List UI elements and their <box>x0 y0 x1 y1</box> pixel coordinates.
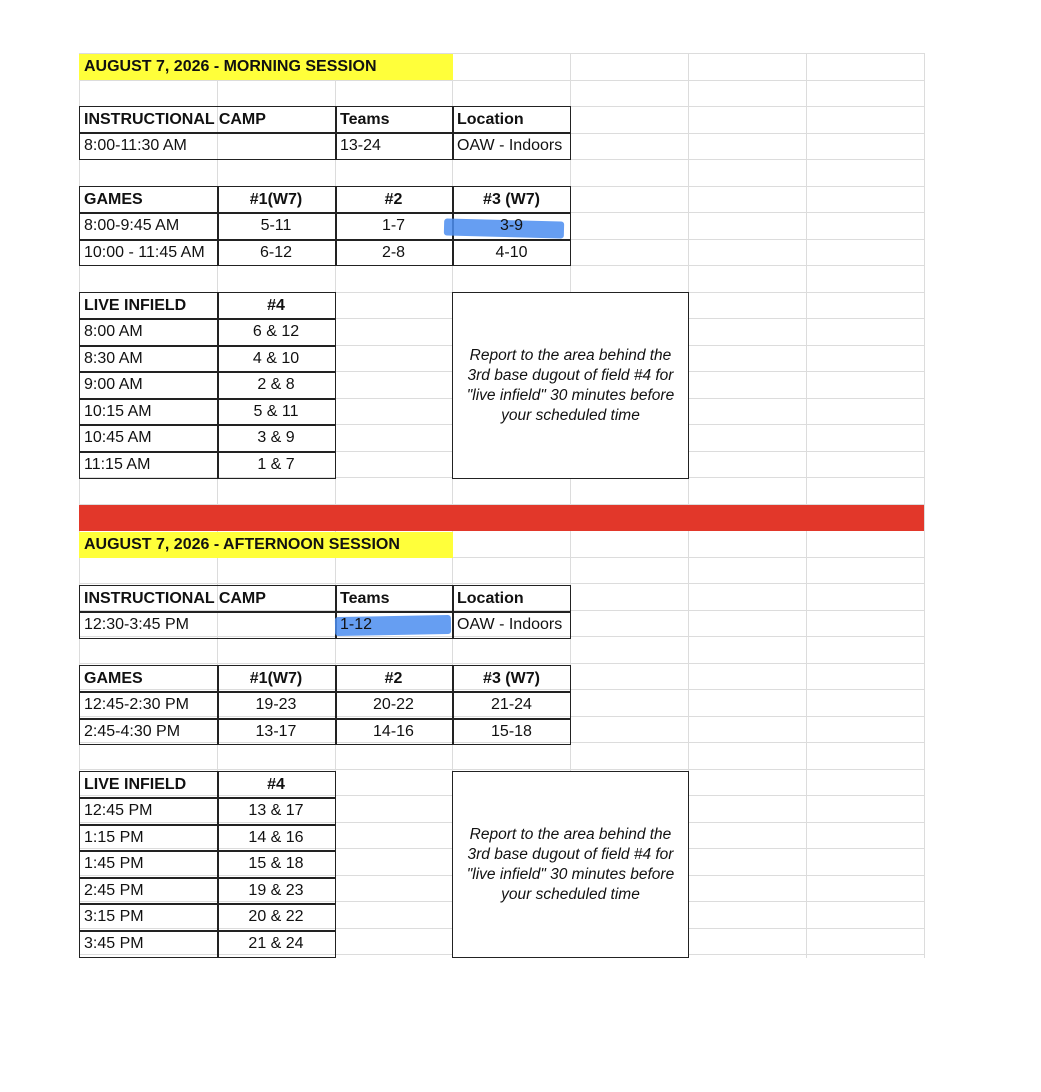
field3-header[interactable]: #3 (W7) <box>483 670 540 687</box>
infield-header[interactable]: LIVE INFIELD <box>84 297 187 314</box>
infield-time[interactable]: 8:00 AM <box>84 323 143 340</box>
camp-teams-highlighted[interactable]: 1-12 <box>340 616 373 633</box>
infield-time[interactable]: 1:45 PM <box>84 855 144 872</box>
camp-location[interactable]: OAW - Indoors <box>457 616 563 633</box>
note-line: Report to the area behind the <box>469 825 672 843</box>
location-header[interactable]: Location <box>457 111 524 128</box>
infield-time[interactable]: 1:15 PM <box>84 829 144 846</box>
infield-time[interactable]: 9:00 AM <box>84 376 143 393</box>
infield-teams[interactable]: 3 & 9 <box>257 429 295 446</box>
game-matchup[interactable]: 5-11 <box>260 217 292 234</box>
game-time[interactable]: 8:00-9:45 AM <box>84 217 180 234</box>
game-matchup-highlighted[interactable]: 3-9 <box>499 217 524 234</box>
infield-teams[interactable]: 4 & 10 <box>252 350 300 367</box>
game-matchup[interactable]: 4-10 <box>495 244 528 261</box>
afternoon-session-header[interactable]: AUGUST 7, 2026 - AFTERNOON SESSION <box>79 532 453 558</box>
camp-teams[interactable]: 13-24 <box>340 137 381 154</box>
field4-header[interactable]: #4 <box>267 297 285 314</box>
camp-time[interactable]: 12:30-3:45 PM <box>84 616 189 633</box>
infield-time[interactable]: 8:30 AM <box>84 350 143 367</box>
teams-header[interactable]: Teams <box>340 111 390 128</box>
field1-header[interactable]: #1(W7) <box>249 191 303 208</box>
note-line: "live infield" 30 minutes before <box>466 386 675 404</box>
camp-header[interactable]: INSTRUCTIONAL CAMP <box>84 111 266 128</box>
infield-teams[interactable]: 1 & 7 <box>257 456 295 473</box>
infield-teams[interactable]: 5 & 11 <box>253 403 299 420</box>
infield-teams[interactable]: 21 & 24 <box>248 935 304 952</box>
game-time[interactable]: 12:45-2:30 PM <box>84 696 189 713</box>
infield-teams[interactable]: 14 & 16 <box>248 829 304 846</box>
field4-header[interactable]: #4 <box>267 776 285 793</box>
infield-time[interactable]: 10:15 AM <box>84 403 152 420</box>
field2-header[interactable]: #2 <box>384 670 403 687</box>
game-matchup[interactable]: 6-12 <box>259 244 293 261</box>
game-matchup[interactable]: 19-23 <box>255 696 297 713</box>
camp-location[interactable]: OAW - Indoors <box>457 137 563 154</box>
infield-header[interactable]: LIVE INFIELD <box>84 776 187 793</box>
gridline <box>79 663 924 664</box>
note-line: Report to the area behind the <box>469 346 672 364</box>
infield-time[interactable]: 10:45 AM <box>84 429 152 446</box>
teams-header[interactable]: Teams <box>340 590 390 607</box>
game-matchup[interactable]: 21-24 <box>491 696 532 713</box>
afternoon-infield-note[interactable] <box>452 771 689 958</box>
morning-infield-note[interactable] <box>452 292 689 479</box>
infield-teams[interactable]: 6 & 12 <box>252 323 300 340</box>
gridline <box>79 769 924 770</box>
games-header[interactable]: GAMES <box>84 191 143 208</box>
camp-time[interactable]: 8:00-11:30 AM <box>84 137 187 154</box>
field2-header[interactable]: #2 <box>384 191 403 208</box>
games-header[interactable]: GAMES <box>84 670 143 687</box>
note-line: 3rd base dugout of field #4 for <box>467 366 674 384</box>
game-matchup[interactable]: 14-16 <box>373 723 414 740</box>
infield-teams[interactable]: 19 & 23 <box>248 882 304 899</box>
game-time[interactable]: 10:00 - 11:45 AM <box>84 244 205 261</box>
game-matchup[interactable]: 20-22 <box>373 696 414 713</box>
session-divider <box>79 505 924 531</box>
infield-teams[interactable]: 13 & 17 <box>248 802 304 819</box>
infield-teams[interactable]: 20 & 22 <box>248 908 304 925</box>
infield-time[interactable]: 3:15 PM <box>84 908 144 925</box>
note-line: "live infield" 30 minutes before <box>466 865 675 883</box>
infield-time[interactable]: 3:45 PM <box>84 935 144 952</box>
field3-header[interactable]: #3 (W7) <box>483 191 540 208</box>
infield-teams[interactable]: 2 & 8 <box>257 376 295 393</box>
gridline <box>79 583 924 584</box>
infield-time[interactable]: 12:45 PM <box>84 802 153 819</box>
infield-time[interactable]: 2:45 PM <box>84 882 144 899</box>
morning-session-header[interactable]: AUGUST 7, 2026 - MORNING SESSION <box>79 54 453 80</box>
note-line: your scheduled time <box>501 406 640 424</box>
camp-header[interactable]: INSTRUCTIONAL CAMP <box>84 590 266 607</box>
note-line: 3rd base dugout of field #4 for <box>467 845 674 863</box>
game-matchup[interactable]: 1-7 <box>381 217 406 234</box>
game-matchup[interactable]: 15-18 <box>491 723 532 740</box>
infield-time[interactable]: 11:15 AM <box>84 456 151 473</box>
field1-header[interactable]: #1(W7) <box>249 670 303 687</box>
gridline <box>924 53 925 958</box>
game-time[interactable]: 2:45-4:30 PM <box>84 723 181 740</box>
infield-teams[interactable]: 15 & 18 <box>248 855 304 872</box>
location-header[interactable]: Location <box>457 590 524 607</box>
game-matchup[interactable]: 13-17 <box>255 723 297 740</box>
gridline <box>79 80 924 81</box>
note-line: your scheduled time <box>501 885 640 903</box>
game-matchup[interactable]: 2-8 <box>381 244 406 261</box>
